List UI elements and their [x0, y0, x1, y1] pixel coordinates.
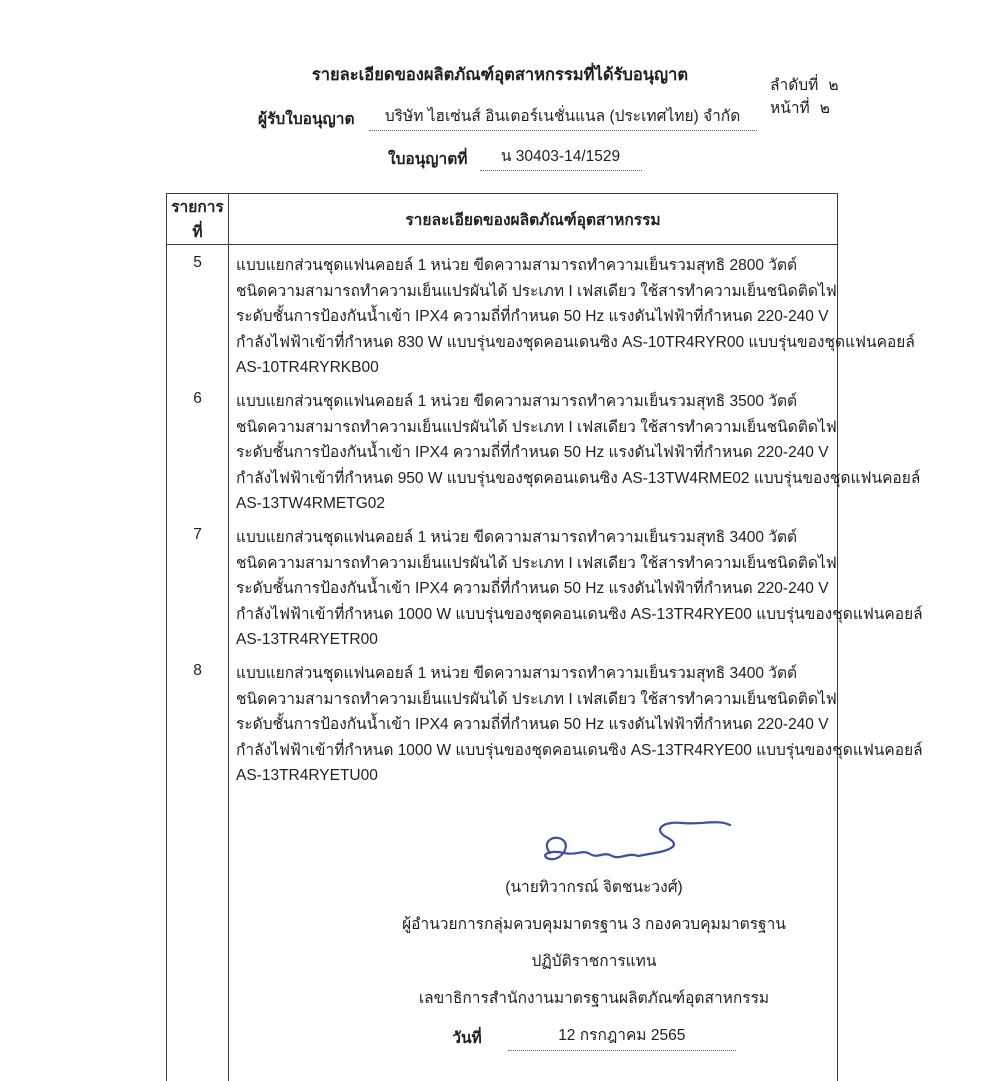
order-number-value: ๒ [828, 77, 839, 94]
signature-cell [229, 789, 838, 1081]
description-line: ระดับชั้นการป้องกันน้ำเข้า IPX4 ความถี่ที่กำหนด 50 Hz แรงดันไฟฟ้าที่กำหนด 220-240 V [236, 308, 829, 326]
products-table [166, 193, 923, 1081]
empty-number-cell [167, 789, 229, 1081]
description-line: ระดับชั้นการป้องกันน้ำเข้า IPX4 ความถี่ที่กำหนด 50 Hz แรงดันไฟฟ้าที่กำหนด 220-240 V [236, 716, 829, 734]
signer-name: (นายทิวากรณ์ จิตชนะวงศ์) [505, 878, 683, 896]
description-line: แบบแยกส่วนชุดแฟนคอยล์ 1 หน่วย ขีดความสามารถทำความเย็นรวมสุทธิ 3400 วัตต์ [236, 528, 798, 546]
description-line: แบบแยกส่วนชุดแฟนคอยล์ 1 หน่วย ขีดความสามารถทำความเย็นรวมสุทธิ 3400 วัตต์ [236, 664, 798, 682]
date-label: วันที่ [452, 1029, 482, 1047]
date-field [314, 1023, 874, 1051]
table-row [167, 517, 838, 653]
description-line: แบบแยกส่วนชุดแฟนคอยล์ 1 หน่วย ขีดความสามารถทำความเย็นรวมสุทธิ 2800 วัตต์ [236, 257, 798, 274]
item-description [229, 653, 923, 789]
item-description [229, 381, 921, 517]
item-number: 5 [167, 245, 229, 381]
date-value: 12 กรกฎาคม 2565 [508, 1023, 736, 1051]
licensee-value: บริษัท ไฮเซ่นส์ อินเตอร์เนชั่นแนล (ประเทศไทย) จำกัด [369, 103, 757, 131]
document-page [0, 62, 1000, 1062]
table-header-row [167, 194, 838, 245]
description-line: ชนิดความสามารถทำความเย็นแปรผันได้ ประเภท I เฟสเดียว ใช้สารทำความเย็นชนิดติดไฟ [236, 282, 837, 300]
license-number-value: น 30403-14/1529 [480, 143, 642, 171]
licensee-field [258, 103, 1000, 131]
table-row [167, 653, 838, 789]
item-number: 6 [167, 381, 229, 517]
license-number-label: ใบอนุญาตที่ [388, 151, 468, 168]
item-description [229, 245, 915, 381]
description-line: AS-13TW4RMETG02 [236, 495, 386, 513]
description-line: AS-10TR4RYRKB00 [236, 359, 379, 377]
description-line: ระดับชั้นการป้องกันน้ำเข้า IPX4 ความถี่ที่กำหนด 50 Hz แรงดันไฟฟ้าที่กำหนด 220-240 V [236, 444, 829, 462]
column-header-description: รายละเอียดของผลิตภัณฑ์อุตสาหกรรม [229, 194, 838, 245]
corner-page-info [770, 74, 839, 120]
description-line: ชนิดความสามารถทำความเย็นแปรผันได้ ประเภท I เฟสเดียว ใช้สารทำความเย็นชนิดติดไฟ [236, 690, 837, 708]
licensee-label: ผู้รับใบอนุญาต [258, 111, 355, 128]
item-number: 7 [167, 517, 229, 653]
page-number-label: หน้าที่ [770, 100, 810, 117]
page-number-value: ๒ [819, 100, 830, 117]
table-row [167, 381, 838, 517]
page-title: รายละเอียดของผลิตภัณฑ์อุตสาหกรรมที่ได้รับอนุญาต [311, 66, 689, 84]
table-row [167, 245, 838, 381]
description-line: กำลังไฟฟ้าเข้าที่กำหนด 830 W แบบรุ่นของชุดคอนเดนซิง AS-10TR4RYR00 แบบรุ่นของชุดแฟนคอยล์ [236, 333, 915, 351]
description-line: ชนิดความสามารถทำความเย็นแปรผันได้ ประเภท I เฟสเดียว ใช้สารทำความเย็นชนิดติดไฟ [236, 554, 837, 572]
description-line: กำลังไฟฟ้าเข้าที่กำหนด 950 W แบบรุ่นของชุดคอนเดนซิง AS-13TW4RME02 แบบรุ่นของชุดแฟนคอยล์ [236, 469, 921, 487]
description-line: AS-13TR4RYETR00 [236, 631, 378, 649]
license-number-field [388, 143, 1000, 171]
description-line: AS-13TR4RYETU00 [236, 767, 378, 785]
office-name: เลขาธิการสำนักงานมาตรฐานผลิตภัณฑ์อุตสาหกรรม [418, 989, 770, 1007]
description-line: กำลังไฟฟ้าเข้าที่กำหนด 1000 W แบบรุ่นของชุดคอนเดนซิง AS-13TR4RYE00 แบบรุ่นของชุดแฟนคอยล์ [236, 741, 923, 759]
item-number: 8 [167, 653, 229, 789]
description-line: แบบแยกส่วนชุดแฟนคอยล์ 1 หน่วย ขีดความสามารถทำความเย็นรวมสุทธิ 3500 วัตต์ [236, 392, 798, 410]
description-line: ชนิดความสามารถทำความเย็นแปรผันได้ ประเภท I เฟสเดียว ใช้สารทำความเย็นชนิดติดไฟ [236, 418, 837, 436]
acting-on-behalf: ปฏิบัติราชการแทน [531, 952, 657, 970]
column-header-item-no: รายการที่ [167, 194, 229, 245]
signature [522, 811, 742, 873]
signature-row [167, 789, 838, 1081]
description-line: กำลังไฟฟ้าเข้าที่กำหนด 1000 W แบบรุ่นของชุดคอนเดนซิง AS-13TR4RYE00 แบบรุ่นของชุดแฟนคอยล์ [236, 605, 923, 623]
description-line: ระดับชั้นการป้องกันน้ำเข้า IPX4 ความถี่ที่กำหนด 50 Hz แรงดันไฟฟ้าที่กำหนด 220-240 V [236, 580, 829, 598]
item-description [229, 517, 923, 653]
order-number-label: ลำดับที่ [770, 77, 819, 94]
signature-block [314, 811, 874, 1051]
signer-position: ผู้อำนวยการกลุ่มควบคุมมาตรฐาน 3 กองควบคุมมาตรฐาน [402, 915, 786, 933]
